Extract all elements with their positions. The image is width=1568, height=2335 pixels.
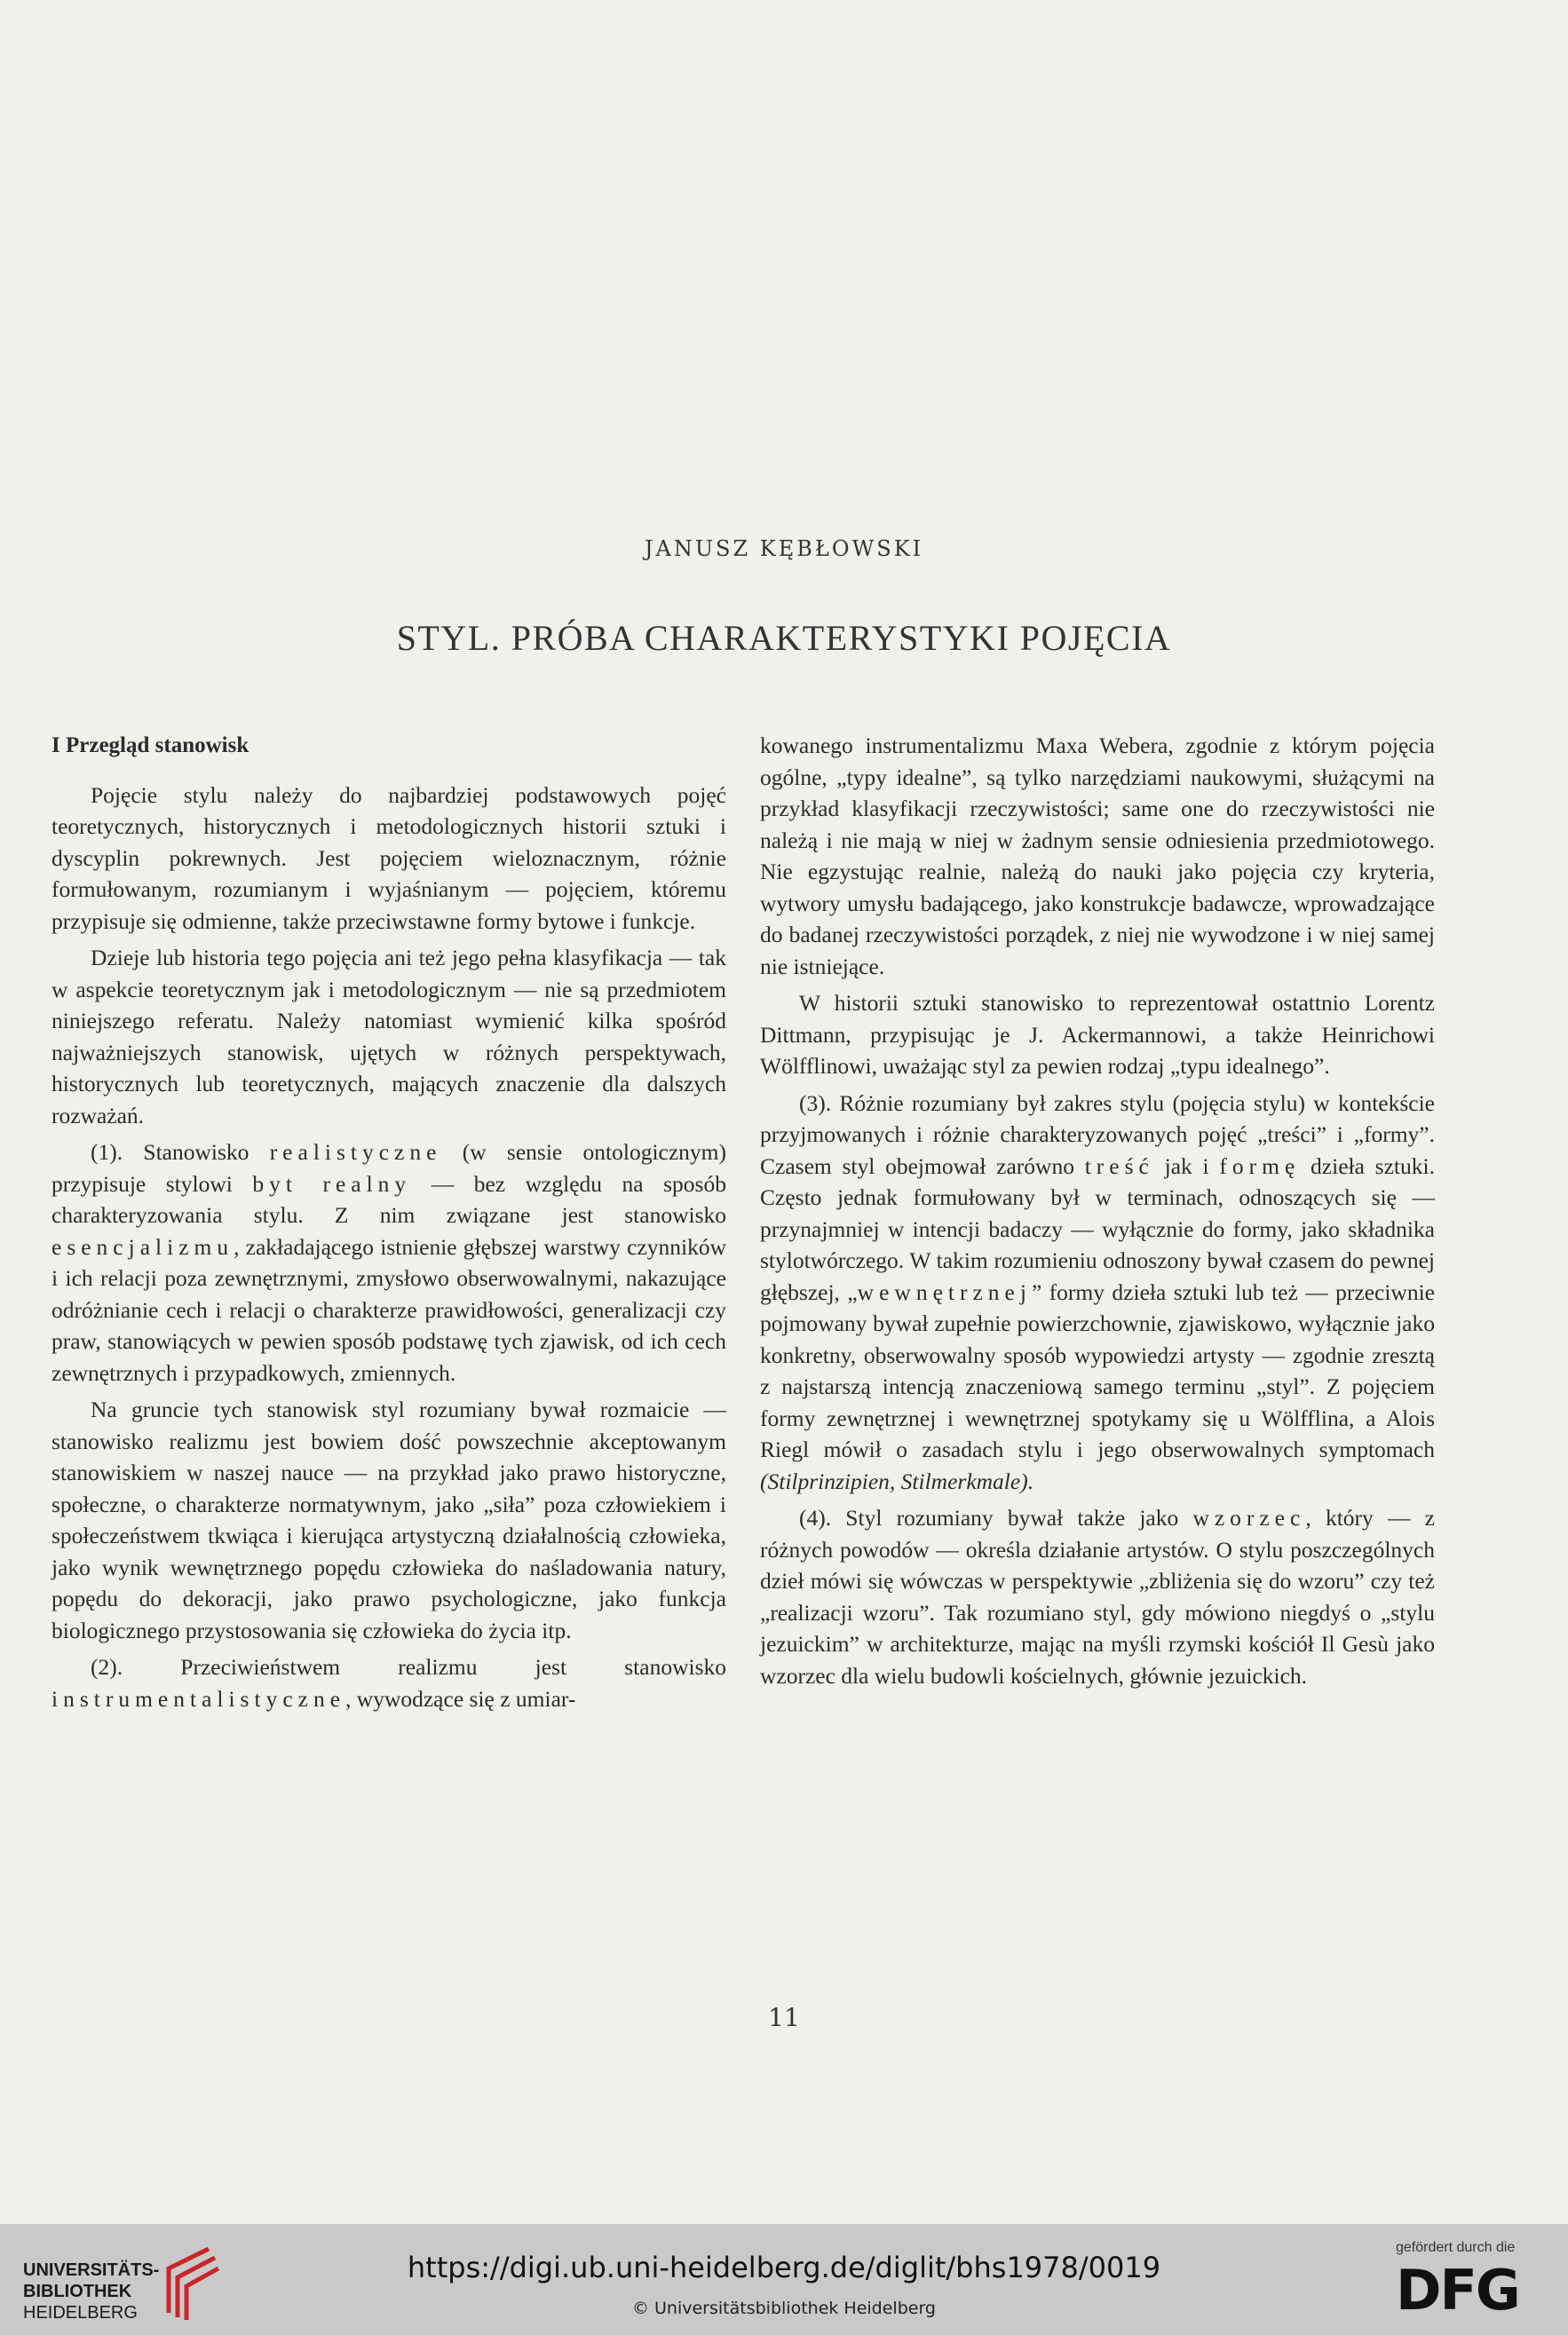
right-column <box>760 730 1435 1697</box>
viewer-footer <box>0 2224 1568 2335</box>
spaced-term: wzorzec <box>1192 1505 1306 1531</box>
spaced-term: instrumentalistyczne <box>51 1685 346 1712</box>
spaced-term: wewnętrznej <box>857 1278 1032 1305</box>
section-heading: I Przegląd stanowisk <box>51 733 249 757</box>
spaced-term: treść <box>1084 1152 1154 1179</box>
page-number: 11 <box>768 2003 800 2032</box>
library-name-line: BIBLIOTHEK <box>23 2282 132 2301</box>
paragraph: Na gruncie tych stanowisk styl rozumiany bywał rozmaicie — stanowisko realizmu jest bowiem dość powszechnie akceptowanym stanowiskiem w naszej nauce — na przykład jako prawo historyczne, społeczne, o charakterze normatywnym, jako „siła” poza człowiekiem i społeczeństwem tkwiąca i kierująca artystyczną działalnością człowieka, jako wynik wewnętrznego popędu człowieka do naśladowania natury, popędu do dekoracji, jako prawo psychologiczne, jako funkcja biologicznego przystosowania się człowieka do życia itp. <box>51 1397 726 1643</box>
paragraph: (3). Różnie rozumiany był zakres stylu (pojęcia stylu) w kontekście przyjmowanych i różnie charakteryzowanych pojęć „treści” i „formy”. Czasem styl obejmował zarówno treść jak i formę dzieła sztuki. Często jednak formułowany był w terminach, odnoszących się — przynajmniej w intencji badaczy — wyłącznie do formy, jako składnika stylotwórczego. W takim rozumieniu odnoszony bywał czasem do pewnej głębszej, „wewnętrznej” formy dzieła sztuki lub też — przeciwnie pojmowany bywał zupełnie powierzchownie, zjawiskowo, wyłącznie jako konkretny, obserwowalny sposób wypowiedzi artysty — zgodnie zresztą z najstarszą intencją znaczeniową samego terminu „styl”. Z pojęciem formy zewnętrznej i wewnętrznej spotykamy się u Wölfflina, a Alois Riegl mówił o zasadach stylu i jego obserwowalnych symptomach (Stilprinzipien, Stilmerkmale). <box>760 1089 1435 1494</box>
spaced-term: byt realny <box>252 1170 412 1197</box>
spaced-term: esencjalizmu <box>51 1233 234 1260</box>
copyright-notice: © Universitätsbibliothek Heidelberg <box>631 2299 936 2318</box>
paragraph: W historii sztuki stanowisko to reprezentował ostattnio Lorentz Dittmann, przypisując je J. Ackermannowi, a także Heinrichowi Wölfflinowi, uważając styl za pewien rodzaj „typu idealnego”. <box>760 990 1435 1079</box>
spaced-term: realistyczne <box>269 1139 442 1165</box>
italic-term: (Stilprinzipien, Stilmerkmale). <box>760 1468 1034 1494</box>
library-name-line: UNIVERSITÄTS- <box>23 2260 160 2280</box>
paragraph: kowanego instrumentalizmu Maxa Webera, zgodnie z którym pojęcia ogólne, „typy idealne”, są tylko narzędziami naukowymi, służącymi na przykład klasyfikacji rzeczywistości; same one do rzeczywistości nie należą i nie mają w niej w żadnym sensie odniesienia przedmiotowego. Nie egzystując realnie, należą do nauki jako pojęcia czy kryteria, wytwory umysłu badającego, jako konstrukcje badawcze, wprowadzające do badanej rzeczywistości porządek, z niej nie wywodzone i w niej samej nie istniejące. <box>760 732 1435 979</box>
permalink-url[interactable]: https://digi.ub.uni-heidelberg.de/diglit/bhs1978/0019 <box>407 2251 1161 2284</box>
author-name: JANUSZ KĘBŁOWSKI <box>644 536 924 561</box>
paragraph: Pojęcie stylu należy do najbardziej podstawowych pojęć teoretycznych, historycznych i metodologicznych historii sztuki i dyscyplin pokrewnych. Jest pojęciem wieloznacznym, różnie formułowanym, rozumianym i wyjaśnianym — pojęciem, któremu przypisuje się odmienne, także przeciwstawne formy bytowe i funkcje. <box>51 781 726 934</box>
left-column <box>51 730 726 1720</box>
paragraph: (2). Przeciwieństwem realizmu jest stanowisko instrumentalistyczne, wywodzące się z umiar- <box>51 1654 726 1712</box>
paragraph: (1). Stanowisko realistyczne (w sensie ontologicznym) przypisuje stylowi byt realny — bez względu na sposób charakteryzowania stylu. Z nim związane jest stanowisko esencjalizmu, zakładającego istnienie głębszej warstwy czynników i ich relacji poza zewnętrznymi, zmysłowo obserwowalnymi, nakazujące odróżnianie cech i relacji o charakterze prawidłowości, generalizacji czy praw, stanowiących w pewien sposób podstawę tych zjawisk, od ich cech zewnętrznych i przypadkowych, zmiennych. <box>51 1139 726 1386</box>
library-name-line: HEIDELBERG <box>23 2303 138 2323</box>
dfg-logo[interactable]: DFG <box>1396 2258 1519 2323</box>
spaced-term: formę <box>1219 1152 1301 1179</box>
paragraph: Dzieje lub historia tego pojęcia ani też jego pełna klasyfikacja — tak w aspekcie teoretycznym jak i metodologicznym — nie są przedmiotem niniejszego referatu. Należy natomiast wymienić kilka spośród najważniejszych stanowisk, ujętych w różnych perspektywach, historycznych lub teoretycznych, mających znaczenie dla dalszych rozważań. <box>51 945 726 1128</box>
paragraph: (4). Styl rozumiany bywał także jako wzorzec, który — z różnych powodów — określa działanie artystów. O stylu poszczególnych dzieł mówi się wówczas w perspektywie „zbliżenia się do wzoru” czy też „realizacji wzoru”. Tak rozumiano styl, gdy mówiono niegdyś o „stylu jezuickim” w architekturze, mając na myśli rzymski kościół Il Gesù jako wzorzec dla wielu budowli kościelnych, głównie jezuickich. <box>760 1505 1435 1689</box>
funding-caption: gefördert durch die <box>1396 2240 1516 2255</box>
article-title: STYL. PRÓBA CHARAKTERYSTYKI POJĘCIA <box>396 618 1172 658</box>
